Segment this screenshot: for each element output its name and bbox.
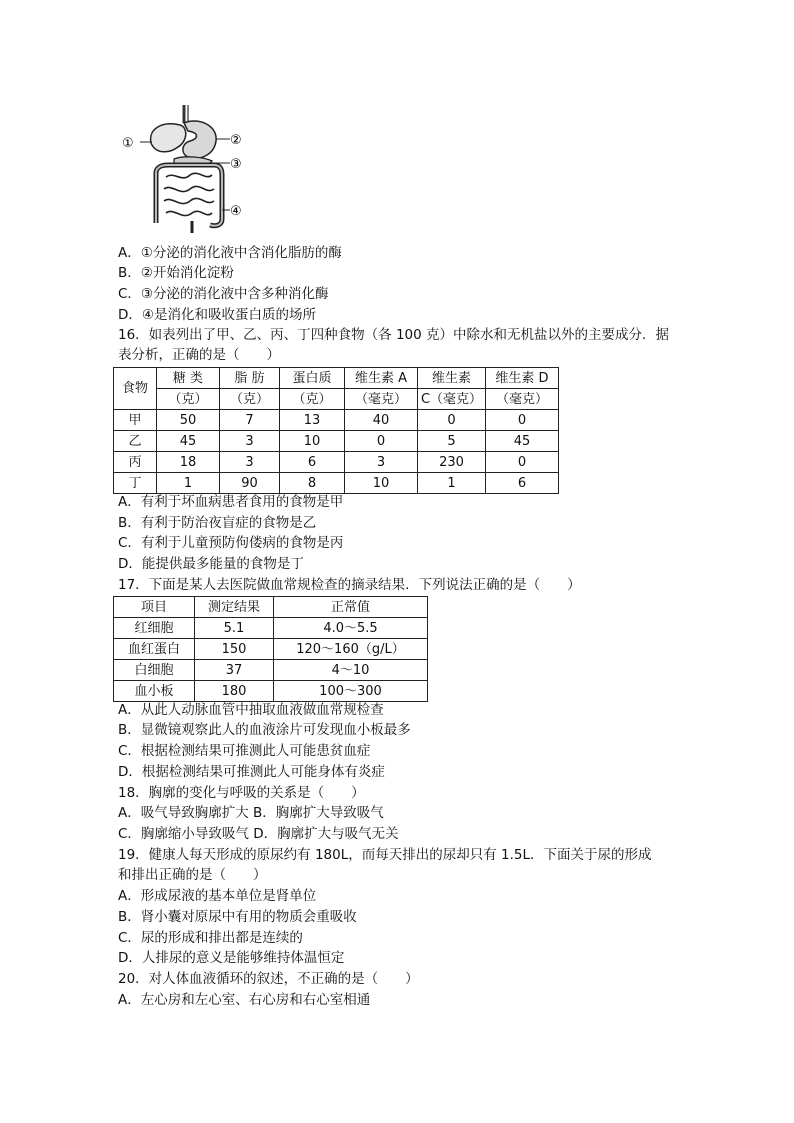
q19-stem-line-2: 和排出正确的是（ ）	[118, 867, 267, 883]
table-header-cell: C（毫克）	[418, 389, 486, 410]
q19-option-c: C．尿的形成和排出都是连续的	[118, 930, 303, 946]
digestive-system-figure	[118, 103, 244, 237]
q19-option-a: A．形成尿液的基本单位是肾单位	[118, 888, 317, 904]
table-cell: 5	[418, 431, 486, 452]
q15-option-d: D．④是消化和吸收蛋白质的场所	[118, 307, 316, 323]
table-cell: 1	[418, 473, 486, 494]
table-header-cell: 测定结果	[195, 597, 274, 618]
table-cell: 230	[418, 452, 486, 473]
q18-stem: 18．胸廓的变化与呼吸的关系是（ ）	[118, 785, 365, 801]
table-header-cell: （克）	[280, 389, 345, 410]
table-cell: 0	[486, 410, 559, 431]
q17-stem: 17．下面是某人去医院做血常规检查的摘录结果．下列说法正确的是（ ）	[118, 577, 581, 593]
table-cell: 13	[280, 410, 345, 431]
table-cell: 120～160（g/L）	[274, 639, 428, 660]
table-cell: 6	[280, 452, 345, 473]
table-cell: 6	[486, 473, 559, 494]
table-header-row	[114, 389, 559, 410]
food-nutrient-table	[113, 367, 559, 494]
table-cell: 8	[280, 473, 345, 494]
table-header-cell: 项目	[114, 597, 195, 618]
table-cell: 90	[220, 473, 280, 494]
table-cell: 7	[220, 410, 280, 431]
table-header-cell: 正常值	[274, 597, 428, 618]
q16-option-c: C．有利于儿童预防佝偻病的食物是丙	[118, 535, 344, 551]
table-cell: 45	[157, 431, 220, 452]
table-cell: 血红蛋白	[114, 639, 195, 660]
q17-option-a: A．从此人动脉血管中抽取血液做血常规检查	[118, 702, 384, 718]
table-header-cell: 维生素 A	[345, 368, 418, 389]
q17-option-c: C．根据检测结果可推测此人可能患贫血症	[118, 743, 371, 759]
table-header-row	[114, 597, 428, 618]
table-cell: 18	[157, 452, 220, 473]
table-cell: 5.1	[195, 618, 274, 639]
figure-label-2: ②	[230, 133, 242, 148]
table-header-row	[114, 368, 559, 389]
q19-option-b: B．肾小囊对原尿中有用的物质会重吸收	[118, 909, 357, 925]
table-cell: 45	[486, 431, 559, 452]
q16-option-a: A．有利于坏血病患者食用的食物是甲	[118, 494, 344, 510]
q15-option-b: B．②开始消化淀粉	[118, 265, 234, 281]
q16-option-b: B．有利于防治夜盲症的食物是乙	[118, 515, 317, 531]
table-cell: 丙	[114, 452, 157, 473]
table-cell: 10	[345, 473, 418, 494]
table-cell: 180	[195, 681, 274, 702]
q18-option-ab: A．吸气导致胸廓扩大 B．胸廓扩大导致吸气	[118, 805, 384, 821]
table-cell: 100～300	[274, 681, 428, 702]
table-cell: 50	[157, 410, 220, 431]
figure-label-1: ①	[122, 136, 134, 151]
q20-option-a: A．左心房和左心室、右心房和右心室相通	[118, 992, 371, 1008]
table-cell: 37	[195, 660, 274, 681]
table-cell: 4～10	[274, 660, 428, 681]
table-row	[114, 452, 559, 473]
q19-option-d: D．人排尿的意义是能够维持体温恒定	[118, 950, 345, 966]
table-header-cell: （克）	[220, 389, 280, 410]
table-row	[114, 618, 428, 639]
table-row	[114, 473, 559, 494]
table-header-cell: 蛋白质	[280, 368, 345, 389]
table-cell: 白细胞	[114, 660, 195, 681]
table-cell: 丁	[114, 473, 157, 494]
table-cell: 40	[345, 410, 418, 431]
q17-option-d: D．根据检测结果可推测此人可能身体有炎症	[118, 764, 385, 780]
q15-option-a: A．①分泌的消化液中含消化脂肪的酶	[118, 245, 342, 261]
table-cell: 150	[195, 639, 274, 660]
q20-stem: 20．对人体血液循环的叙述，不正确的是（ ）	[118, 971, 419, 987]
table-cell: 红细胞	[114, 618, 195, 639]
table-row	[114, 639, 428, 660]
table-row	[114, 660, 428, 681]
table-cell: 1	[157, 473, 220, 494]
table-cell: 甲	[114, 410, 157, 431]
q17-option-b: B．显微镜观察此人的血液涂片可发现血小板最多	[118, 722, 411, 738]
q19-stem-line-1: 19．健康人每天形成的原尿约有 180L，而每天排出的尿却只有 1.5L．下面关于尿的形成	[118, 847, 652, 863]
table-header-cell: 维生素	[418, 368, 486, 389]
table-header-cell: （毫克）	[345, 389, 418, 410]
q18-option-cd: C．胸廓缩小导致吸气 D．胸廓扩大与吸气无关	[118, 826, 399, 842]
table-cell: 0	[418, 410, 486, 431]
table-cell: 3	[220, 452, 280, 473]
figure-label-3: ③	[230, 157, 242, 172]
table-header-cell: 糖 类	[157, 368, 220, 389]
blood-test-table	[113, 596, 428, 702]
table-cell: 0	[486, 452, 559, 473]
table-header-cell: （毫克）	[486, 389, 559, 410]
table-cell: 3	[220, 431, 280, 452]
table-cell: 4.0～5.5	[274, 618, 428, 639]
table-header-cell: 食物	[114, 368, 157, 410]
table-cell: 10	[280, 431, 345, 452]
digestive-system-diagram	[118, 103, 244, 237]
table-cell: 乙	[114, 431, 157, 452]
q16-option-d: D．能提供最多能量的食物是丁	[118, 556, 304, 572]
q16-stem-line-1: 16．如表列出了甲、乙、丙、丁四种食物（各 100 克）中除水和无机盐以外的主要成分．据	[118, 327, 670, 343]
table-cell: 血小板	[114, 681, 195, 702]
figure-label-4: ④	[230, 204, 242, 219]
q16-stem-line-2: 表分析，正确的是（ ）	[118, 347, 280, 363]
table-row	[114, 410, 559, 431]
table-cell: 0	[345, 431, 418, 452]
q15-option-c: C．③分泌的消化液中含多种消化酶	[118, 286, 329, 302]
table-header-cell: 脂 肪	[220, 368, 280, 389]
table-header-cell: 维生素 D	[486, 368, 559, 389]
table-header-cell: （克）	[157, 389, 220, 410]
table-cell: 3	[345, 452, 418, 473]
table-row	[114, 431, 559, 452]
table-row	[114, 681, 428, 702]
